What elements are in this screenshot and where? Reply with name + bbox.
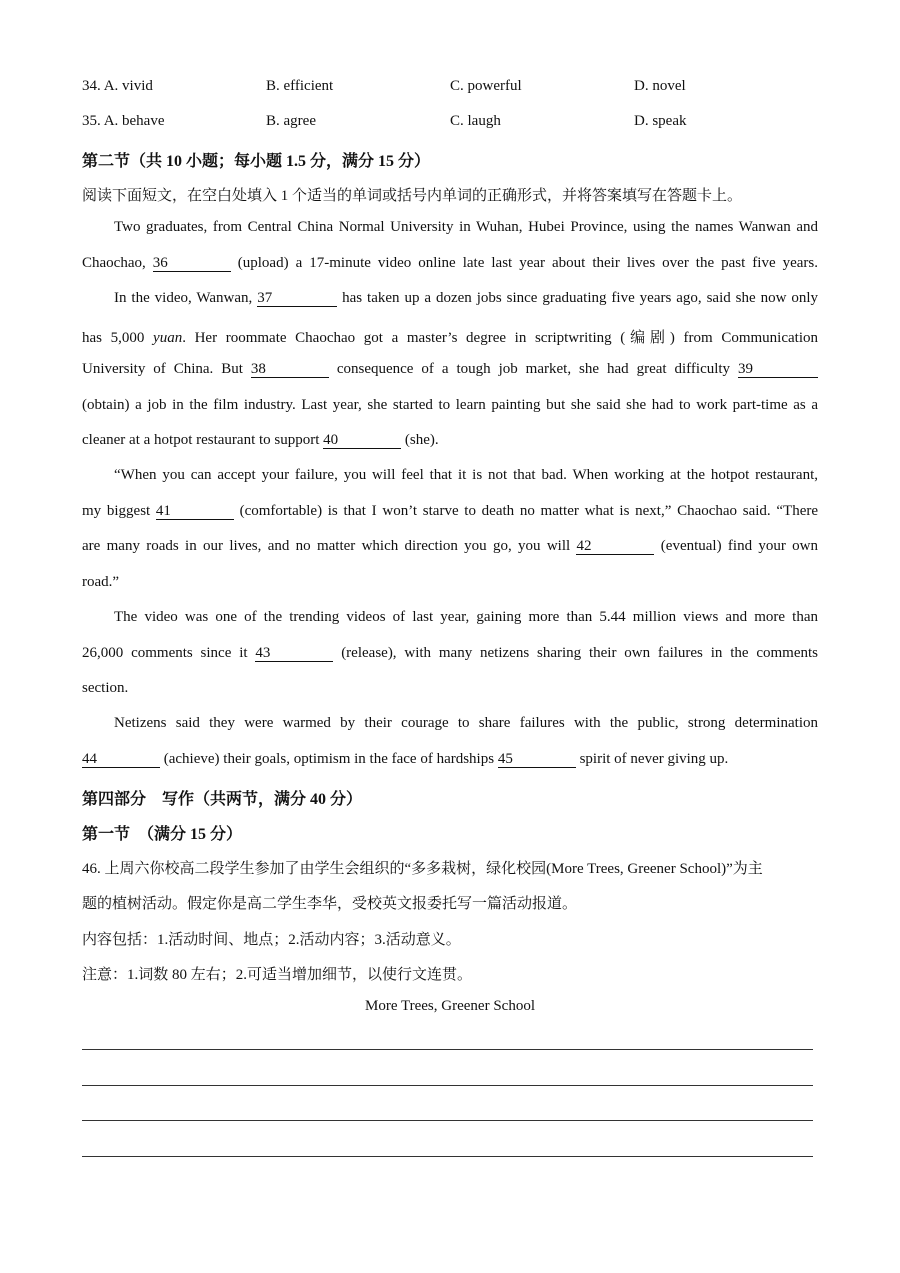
blank-45[interactable]: 45 — [498, 752, 576, 768]
passage-p2-line1: In the video, Wanwan, 37 has taken up a dozen jobs since graduating five years ago, said she now only — [114, 290, 819, 306]
part-4-section-1-heading: 第一节 （满分 15 分） — [82, 826, 243, 843]
blank-42[interactable]: 42 — [576, 539, 654, 555]
blank-41[interactable]: 41 — [156, 504, 234, 520]
q35-option-b: B. agree — [266, 113, 316, 129]
passage-p2-line5: cleaner at a hotpot restaurant to support 40 (she). — [82, 432, 439, 448]
passage-p2-line4: (obtain) a job in the film industry. Last year, she started to learn painting but she said she had to work part-time as a — [82, 397, 818, 413]
passage-p1-line1: Two graduates, from Central China Normal University in Wuhan, Hubei Province, using the names Wanwan and — [114, 219, 818, 235]
blank-44[interactable]: 44 — [82, 752, 160, 768]
passage-p4-line3: section. — [82, 680, 129, 696]
writing-line-2[interactable] — [82, 1085, 813, 1086]
writing-line-4[interactable] — [82, 1156, 813, 1157]
section-2-instruction: 阅读下面短文，在空白处填入 1 个适当的单词或括号内单词的正确形式，并将答案填写在答题卡上。 — [82, 188, 743, 204]
passage-p3-line3: are many roads in our lives, and no matter which direction you go, you will 42 (eventual) find your own — [82, 538, 819, 554]
q34-option-a: 34. A. vivid — [82, 78, 153, 94]
q34-option-d: D. novel — [634, 78, 686, 94]
passage-p5-line2: 44 (achieve) their goals, optimism in the face of hardships 45 spirit of never giving up. — [82, 751, 729, 767]
passage-p2-line2: has 5,000 yuan. Her roommate Chaochao got a master’s degree in scriptwriting (编剧) from Communication — [82, 330, 819, 346]
writing-line-3[interactable] — [82, 1120, 813, 1121]
passage-p4-line1: The video was one of the trending videos of last year, gaining more than 5.44 million views and more than — [114, 609, 818, 625]
passage-p3-line1: “When you can accept your failure, you will feel that it is not that bad. When working at the hotpot restaurant, — [114, 467, 818, 483]
question-35-options — [82, 113, 782, 135]
question-46-notes: 注意：1.词数 80 左右；2.可适当增加细节，以使行文连贯。 — [82, 967, 473, 983]
q35-option-a: 35. A. behave — [82, 113, 165, 129]
blank-40[interactable]: 40 — [323, 433, 401, 449]
q34-option-c: C. powerful — [450, 78, 522, 94]
q35-option-d: D. speak — [634, 113, 687, 129]
part-4-heading: 第四部分 写作（共两节，满分 40 分） — [82, 791, 363, 808]
passage-p3-line2: my biggest 41 (comfortable) is that I won’t starve to death no matter what is next,” Chaochao said. “There — [82, 503, 818, 519]
passage-p2-line3: University of China. But 38 consequence of a tough job market, she had great difficulty 39 — [82, 361, 818, 378]
blank-36[interactable]: 36 — [153, 256, 231, 272]
question-46-line2: 题的植树活动。假定你是高二学生李华，受校英文报委托写一篇活动报道。 — [82, 896, 578, 912]
question-46-content: 内容包括：1.活动时间、地点；2.活动内容；3.活动意义。 — [82, 932, 461, 948]
q35-option-c: C. laugh — [450, 113, 501, 129]
writing-line-1[interactable] — [82, 1049, 813, 1050]
blank-38[interactable]: 38 — [251, 362, 329, 378]
passage-p5-line1: Netizens said they were warmed by their courage to share failures with the public, strong determination — [114, 715, 818, 731]
question-34-options — [82, 78, 782, 100]
passage-p4-line2: 26,000 comments since it 43 (release), with many netizens sharing their own failures in the comments — [82, 645, 819, 661]
q34-option-b: B. efficient — [266, 78, 334, 94]
blank-37[interactable]: 37 — [257, 291, 337, 307]
question-46-line1: 46. 上周六你校高二段学生参加了由学生会组织的“多多栽树，绿化校园(More Trees, Greener School)”为主 — [82, 861, 763, 877]
section-2-heading: 第二节（共 10 小题；每小题 1.5 分，满分 15 分） — [82, 153, 431, 170]
passage-p3-line4: road.” — [82, 574, 120, 590]
blank-43[interactable]: 43 — [255, 646, 333, 662]
essay-title: More Trees, Greener School — [365, 998, 535, 1014]
passage-p1-line2: Chaochao, 36 (upload) a 17-minute video online late last year about their lives over the past five years. — [82, 255, 819, 271]
blank-39[interactable]: 39 — [738, 362, 818, 378]
